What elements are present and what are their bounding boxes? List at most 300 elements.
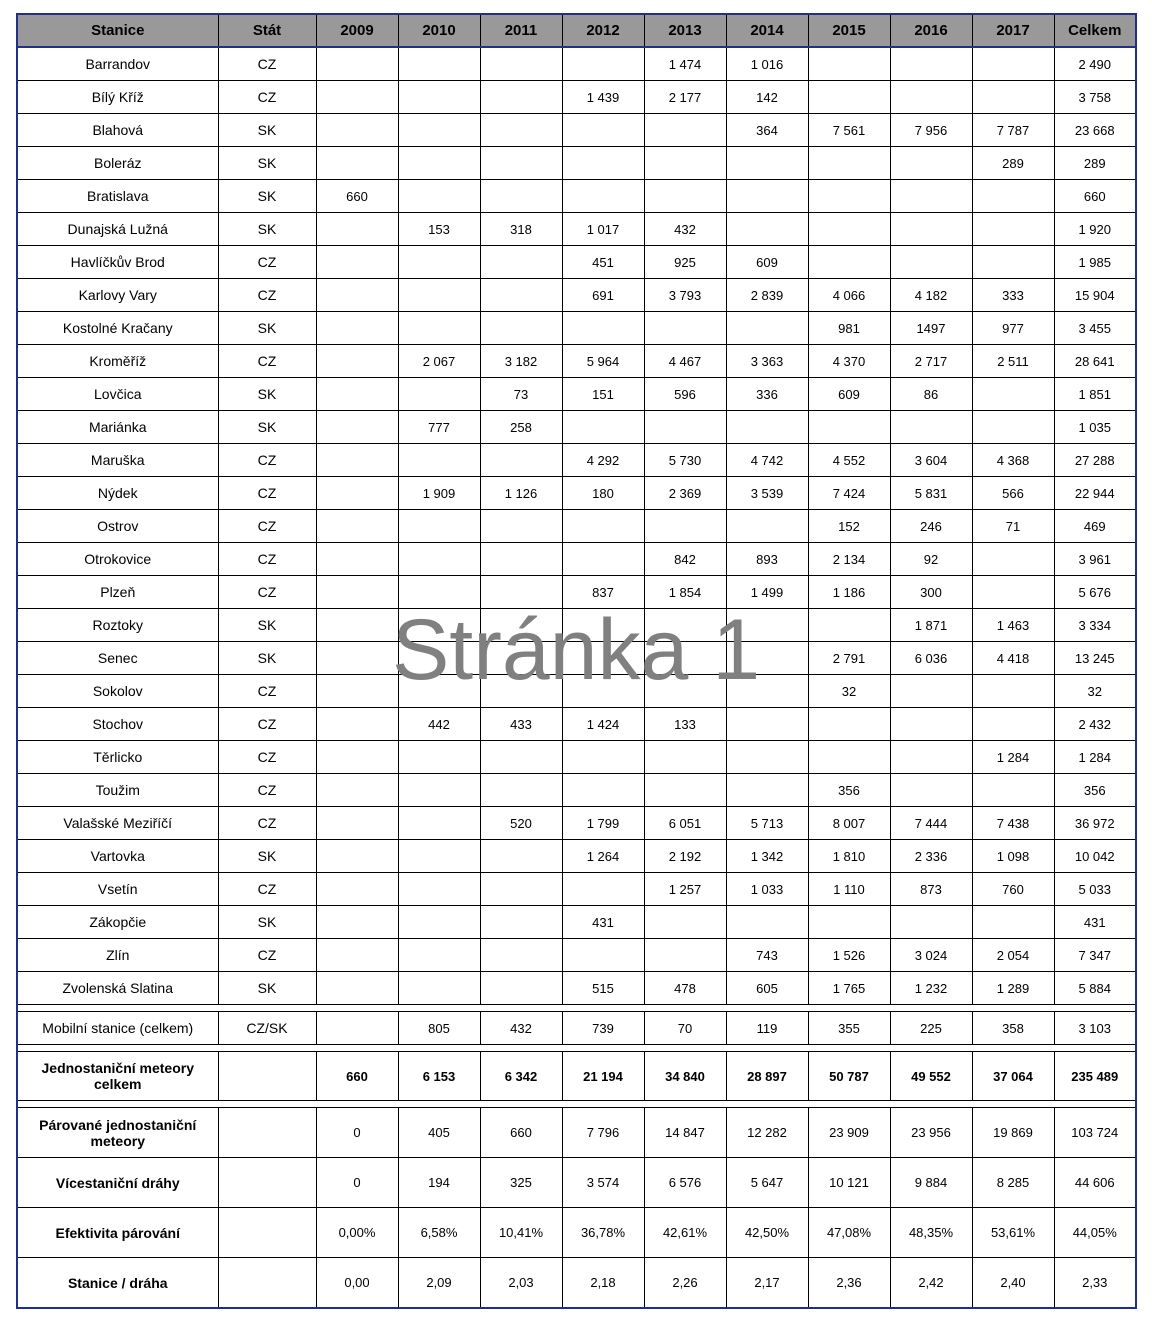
- spacer-cell: [218, 1005, 316, 1012]
- value-cell: [562, 312, 644, 345]
- value-cell: [562, 510, 644, 543]
- value-cell: 5 964: [562, 345, 644, 378]
- value-cell: [480, 873, 562, 906]
- spacer-cell: [398, 1101, 480, 1108]
- value-cell: [726, 609, 808, 642]
- row-label: Havlíčkův Brod: [17, 246, 218, 279]
- value-cell: [316, 807, 398, 840]
- station-row: [17, 972, 1136, 1005]
- state-cell: CZ: [218, 774, 316, 807]
- value-cell: [316, 543, 398, 576]
- value-cell: [398, 774, 480, 807]
- column-header: 2013: [644, 14, 726, 47]
- value-cell: [726, 510, 808, 543]
- value-cell: 36 972: [1054, 807, 1136, 840]
- value-cell: 333: [972, 279, 1054, 312]
- row-label: Karlovy Vary: [17, 279, 218, 312]
- value-cell: 1 284: [972, 741, 1054, 774]
- value-cell: 2,17: [726, 1258, 808, 1309]
- value-cell: [808, 81, 890, 114]
- value-cell: 837: [562, 576, 644, 609]
- value-cell: 4 066: [808, 279, 890, 312]
- value-cell: 1 257: [644, 873, 726, 906]
- value-cell: [316, 906, 398, 939]
- spacer-cell: [1054, 1101, 1136, 1108]
- value-cell: 5 647: [726, 1158, 808, 1208]
- value-cell: [398, 147, 480, 180]
- value-cell: 19 869: [972, 1108, 1054, 1158]
- value-cell: 356: [808, 774, 890, 807]
- value-cell: 405: [398, 1108, 480, 1158]
- value-cell: 289: [1054, 147, 1136, 180]
- value-cell: [644, 774, 726, 807]
- row-label: Párované jednostaniční meteory: [17, 1108, 218, 1158]
- row-label: Barrandov: [17, 47, 218, 81]
- value-cell: [562, 609, 644, 642]
- state-cell: SK: [218, 147, 316, 180]
- value-cell: [480, 972, 562, 1005]
- value-cell: 2 192: [644, 840, 726, 873]
- value-cell: 3 024: [890, 939, 972, 972]
- value-cell: 27 288: [1054, 444, 1136, 477]
- row-label: Lovčica: [17, 378, 218, 411]
- spacer-row: [17, 1045, 1136, 1052]
- value-cell: 605: [726, 972, 808, 1005]
- value-cell: [398, 378, 480, 411]
- value-cell: [644, 147, 726, 180]
- value-cell: 47,08%: [808, 1208, 890, 1258]
- value-cell: [480, 840, 562, 873]
- value-cell: [562, 114, 644, 147]
- column-header: Stanice: [17, 14, 218, 47]
- value-cell: 1 526: [808, 939, 890, 972]
- value-cell: 5 831: [890, 477, 972, 510]
- spacer-cell: [480, 1005, 562, 1012]
- value-cell: 1 439: [562, 81, 644, 114]
- value-cell: 356: [1054, 774, 1136, 807]
- spacer-row: [17, 1101, 1136, 1108]
- value-cell: [562, 675, 644, 708]
- station-row: [17, 180, 1136, 213]
- value-cell: 1 463: [972, 609, 1054, 642]
- value-cell: 194: [398, 1158, 480, 1208]
- value-cell: 1 499: [726, 576, 808, 609]
- value-cell: 10,41%: [480, 1208, 562, 1258]
- row-label: Valašské Meziříčí: [17, 807, 218, 840]
- value-cell: [316, 47, 398, 81]
- value-cell: [644, 675, 726, 708]
- row-label: Mobilní stanice (celkem): [17, 1012, 218, 1045]
- value-cell: 5 676: [1054, 576, 1136, 609]
- value-cell: [480, 81, 562, 114]
- value-cell: 12 282: [726, 1108, 808, 1158]
- value-cell: 3 182: [480, 345, 562, 378]
- value-cell: [972, 411, 1054, 444]
- row-label: Mariánka: [17, 411, 218, 444]
- value-cell: 28 641: [1054, 345, 1136, 378]
- state-cell: CZ: [218, 81, 316, 114]
- value-cell: 1 186: [808, 576, 890, 609]
- value-cell: 14 847: [644, 1108, 726, 1158]
- value-cell: 6 051: [644, 807, 726, 840]
- value-cell: 70: [644, 1012, 726, 1045]
- value-cell: 336: [726, 378, 808, 411]
- value-cell: [480, 147, 562, 180]
- value-cell: [316, 609, 398, 642]
- value-cell: [644, 312, 726, 345]
- value-cell: [398, 47, 480, 81]
- value-cell: 3 539: [726, 477, 808, 510]
- value-cell: 42,50%: [726, 1208, 808, 1258]
- row-label: Kostolné Kračany: [17, 312, 218, 345]
- value-cell: [316, 840, 398, 873]
- state-cell: CZ: [218, 873, 316, 906]
- spacer-cell: [480, 1045, 562, 1052]
- value-cell: 469: [1054, 510, 1136, 543]
- value-cell: 433: [480, 708, 562, 741]
- value-cell: 5 033: [1054, 873, 1136, 906]
- spacer-cell: [808, 1045, 890, 1052]
- value-cell: 7 787: [972, 114, 1054, 147]
- value-cell: 44,05%: [1054, 1208, 1136, 1258]
- value-cell: 805: [398, 1012, 480, 1045]
- value-cell: 1 110: [808, 873, 890, 906]
- station-row: [17, 642, 1136, 675]
- state-cell: CZ: [218, 807, 316, 840]
- state-cell: CZ: [218, 246, 316, 279]
- value-cell: 777: [398, 411, 480, 444]
- value-cell: 7 561: [808, 114, 890, 147]
- spacer-cell: [972, 1045, 1054, 1052]
- row-label: Stanice / dráha: [17, 1258, 218, 1309]
- spacer-cell: [218, 1101, 316, 1108]
- value-cell: 1 284: [1054, 741, 1136, 774]
- value-cell: [398, 576, 480, 609]
- row-label: Těrlicko: [17, 741, 218, 774]
- value-cell: 8 285: [972, 1158, 1054, 1208]
- value-cell: [972, 81, 1054, 114]
- station-row: [17, 47, 1136, 81]
- value-cell: 3 363: [726, 345, 808, 378]
- value-cell: [316, 774, 398, 807]
- value-cell: 28 897: [726, 1052, 808, 1101]
- value-cell: 1 765: [808, 972, 890, 1005]
- value-cell: [316, 477, 398, 510]
- state-cell: [218, 1158, 316, 1208]
- state-cell: CZ: [218, 345, 316, 378]
- value-cell: 15 904: [1054, 279, 1136, 312]
- state-cell: SK: [218, 609, 316, 642]
- value-cell: [726, 411, 808, 444]
- value-cell: 1 474: [644, 47, 726, 81]
- row-label: Dunajská Lužná: [17, 213, 218, 246]
- value-cell: 103 724: [1054, 1108, 1136, 1158]
- value-cell: 7 347: [1054, 939, 1136, 972]
- value-cell: [562, 642, 644, 675]
- value-cell: 1 871: [890, 609, 972, 642]
- value-cell: 2,42: [890, 1258, 972, 1309]
- value-cell: [316, 246, 398, 279]
- value-cell: [480, 774, 562, 807]
- value-cell: [316, 642, 398, 675]
- spacer-cell: [890, 1045, 972, 1052]
- header-row: [17, 14, 1136, 47]
- column-header: Celkem: [1054, 14, 1136, 47]
- spacer-cell: [890, 1005, 972, 1012]
- value-cell: [480, 741, 562, 774]
- value-cell: 2 432: [1054, 708, 1136, 741]
- spacer-cell: [17, 1045, 218, 1052]
- state-cell: SK: [218, 213, 316, 246]
- value-cell: [890, 147, 972, 180]
- value-cell: [398, 543, 480, 576]
- spacer-cell: [562, 1045, 644, 1052]
- spacer-cell: [1054, 1045, 1136, 1052]
- value-cell: [398, 939, 480, 972]
- station-row: [17, 543, 1136, 576]
- row-label: Roztoky: [17, 609, 218, 642]
- value-cell: [398, 510, 480, 543]
- value-cell: 1 289: [972, 972, 1054, 1005]
- value-cell: [890, 906, 972, 939]
- value-cell: 246: [890, 510, 972, 543]
- station-row: [17, 378, 1136, 411]
- value-cell: [398, 642, 480, 675]
- row-label: Efektivita párování: [17, 1208, 218, 1258]
- state-cell: [218, 1052, 316, 1101]
- station-row: [17, 675, 1136, 708]
- state-cell: CZ: [218, 510, 316, 543]
- value-cell: [398, 279, 480, 312]
- value-cell: [316, 378, 398, 411]
- value-cell: 355: [808, 1012, 890, 1045]
- value-cell: 2 177: [644, 81, 726, 114]
- value-cell: [972, 906, 1054, 939]
- value-cell: [726, 906, 808, 939]
- column-header: 2009: [316, 14, 398, 47]
- value-cell: [890, 741, 972, 774]
- value-cell: 515: [562, 972, 644, 1005]
- station-row: [17, 213, 1136, 246]
- state-cell: SK: [218, 114, 316, 147]
- row-label: Zákopčie: [17, 906, 218, 939]
- value-cell: 13 245: [1054, 642, 1136, 675]
- value-cell: [398, 906, 480, 939]
- value-cell: 2 369: [644, 477, 726, 510]
- state-cell: SK: [218, 411, 316, 444]
- state-cell: SK: [218, 840, 316, 873]
- value-cell: 32: [1054, 675, 1136, 708]
- value-cell: [808, 147, 890, 180]
- value-cell: 660: [1054, 180, 1136, 213]
- value-cell: [562, 774, 644, 807]
- value-cell: 1 799: [562, 807, 644, 840]
- value-cell: [562, 411, 644, 444]
- value-cell: [398, 609, 480, 642]
- value-cell: 1 909: [398, 477, 480, 510]
- value-cell: [890, 213, 972, 246]
- state-cell: SK: [218, 312, 316, 345]
- value-cell: 977: [972, 312, 1054, 345]
- value-cell: [972, 180, 1054, 213]
- station-row: [17, 708, 1136, 741]
- spacer-cell: [17, 1005, 218, 1012]
- value-cell: [398, 807, 480, 840]
- state-cell: CZ: [218, 279, 316, 312]
- value-cell: 6 153: [398, 1052, 480, 1101]
- value-cell: 21 194: [562, 1052, 644, 1101]
- value-cell: 1 232: [890, 972, 972, 1005]
- value-cell: 1 342: [726, 840, 808, 873]
- value-cell: [562, 47, 644, 81]
- value-cell: 609: [808, 378, 890, 411]
- value-cell: [316, 444, 398, 477]
- value-cell: 7 956: [890, 114, 972, 147]
- value-cell: [726, 180, 808, 213]
- spacer-cell: [726, 1101, 808, 1108]
- row-label: Zlín: [17, 939, 218, 972]
- value-cell: [316, 972, 398, 1005]
- spacer-cell: [562, 1005, 644, 1012]
- state-cell: SK: [218, 906, 316, 939]
- value-cell: 4 370: [808, 345, 890, 378]
- value-cell: 1 016: [726, 47, 808, 81]
- state-cell: CZ: [218, 47, 316, 81]
- value-cell: 23 956: [890, 1108, 972, 1158]
- row-label: Toužim: [17, 774, 218, 807]
- value-cell: [398, 972, 480, 1005]
- value-cell: [972, 47, 1054, 81]
- value-cell: [644, 510, 726, 543]
- value-cell: 2 717: [890, 345, 972, 378]
- state-cell: CZ: [218, 708, 316, 741]
- value-cell: [480, 576, 562, 609]
- value-cell: [316, 312, 398, 345]
- value-cell: [398, 180, 480, 213]
- value-cell: [316, 708, 398, 741]
- value-cell: 1 854: [644, 576, 726, 609]
- spacer-cell: [562, 1101, 644, 1108]
- value-cell: 289: [972, 147, 1054, 180]
- row-label: Bratislava: [17, 180, 218, 213]
- spacer-cell: [644, 1005, 726, 1012]
- value-cell: 2 839: [726, 279, 808, 312]
- value-cell: 873: [890, 873, 972, 906]
- station-row: [17, 576, 1136, 609]
- value-cell: 7 444: [890, 807, 972, 840]
- value-cell: [890, 81, 972, 114]
- station-row: [17, 609, 1136, 642]
- value-cell: [316, 213, 398, 246]
- row-label: Vsetín: [17, 873, 218, 906]
- value-cell: 235 489: [1054, 1052, 1136, 1101]
- statistic-row: [17, 1158, 1136, 1208]
- value-cell: [890, 708, 972, 741]
- value-cell: 660: [480, 1108, 562, 1158]
- value-cell: 1 424: [562, 708, 644, 741]
- station-row: [17, 774, 1136, 807]
- row-label: Nýdek: [17, 477, 218, 510]
- row-label: Maruška: [17, 444, 218, 477]
- value-cell: 10 042: [1054, 840, 1136, 873]
- value-cell: [808, 411, 890, 444]
- value-cell: 1 920: [1054, 213, 1136, 246]
- state-cell: SK: [218, 642, 316, 675]
- value-cell: 1 851: [1054, 378, 1136, 411]
- value-cell: [398, 741, 480, 774]
- value-cell: [480, 510, 562, 543]
- value-cell: 36,78%: [562, 1208, 644, 1258]
- value-cell: 2,33: [1054, 1258, 1136, 1309]
- row-label: Vícestaniční dráhy: [17, 1158, 218, 1208]
- spacer-cell: [808, 1101, 890, 1108]
- value-cell: [890, 47, 972, 81]
- value-cell: 142: [726, 81, 808, 114]
- value-cell: [644, 411, 726, 444]
- state-cell: [218, 1208, 316, 1258]
- row-label: Kroměříž: [17, 345, 218, 378]
- value-cell: [480, 312, 562, 345]
- spacer-cell: [726, 1005, 808, 1012]
- row-label: Senec: [17, 642, 218, 675]
- value-cell: 4 182: [890, 279, 972, 312]
- value-cell: 691: [562, 279, 644, 312]
- value-cell: [972, 708, 1054, 741]
- value-cell: 660: [316, 180, 398, 213]
- value-cell: [316, 939, 398, 972]
- value-cell: 2 490: [1054, 47, 1136, 81]
- value-cell: [480, 279, 562, 312]
- column-header: 2017: [972, 14, 1054, 47]
- value-cell: 2 134: [808, 543, 890, 576]
- value-cell: 0: [316, 1108, 398, 1158]
- value-cell: 4 292: [562, 444, 644, 477]
- value-cell: [644, 180, 726, 213]
- spacer-cell: [972, 1101, 1054, 1108]
- value-cell: 566: [972, 477, 1054, 510]
- value-cell: [644, 939, 726, 972]
- value-cell: 32: [808, 675, 890, 708]
- row-label: Blahová: [17, 114, 218, 147]
- station-row: [17, 81, 1136, 114]
- value-cell: 478: [644, 972, 726, 1005]
- value-cell: 3 574: [562, 1158, 644, 1208]
- row-label: Sokolov: [17, 675, 218, 708]
- value-cell: 2,18: [562, 1258, 644, 1309]
- value-cell: 1 098: [972, 840, 1054, 873]
- value-cell: 48,35%: [890, 1208, 972, 1258]
- value-cell: 3 455: [1054, 312, 1136, 345]
- spacer-cell: [972, 1005, 1054, 1012]
- value-cell: [316, 1012, 398, 1045]
- spacer-cell: [316, 1101, 398, 1108]
- column-header: 2015: [808, 14, 890, 47]
- row-label: Boleráz: [17, 147, 218, 180]
- value-cell: [644, 609, 726, 642]
- value-cell: 5 713: [726, 807, 808, 840]
- spacer-cell: [890, 1101, 972, 1108]
- station-row: [17, 312, 1136, 345]
- page-watermark: Stránka 1: [391, 602, 761, 698]
- column-header: 2014: [726, 14, 808, 47]
- value-cell: 2 791: [808, 642, 890, 675]
- value-cell: 6 576: [644, 1158, 726, 1208]
- value-cell: 4 467: [644, 345, 726, 378]
- station-row: [17, 807, 1136, 840]
- value-cell: 981: [808, 312, 890, 345]
- value-cell: 431: [562, 906, 644, 939]
- value-cell: 7 796: [562, 1108, 644, 1158]
